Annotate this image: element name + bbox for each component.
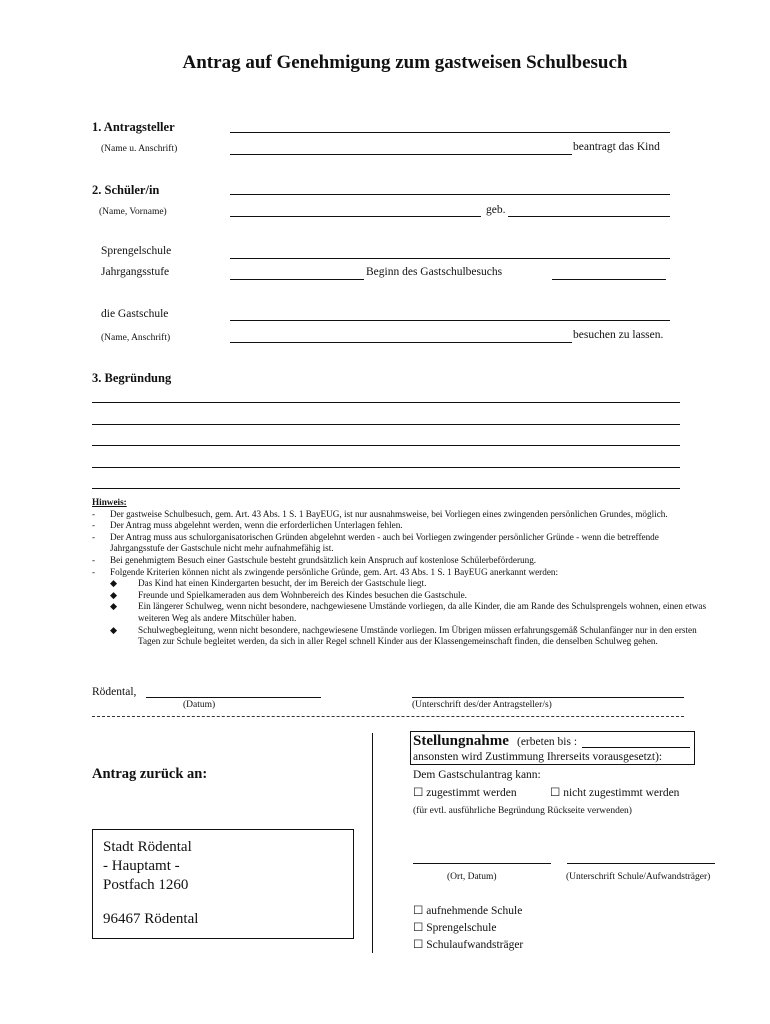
diamond-bullet-icon: ◆	[110, 601, 118, 612]
criteria-item: ◆ Freunde und Spielkameraden aus dem Wohnbereich des Kindes besuchen die Gastschule.	[110, 589, 467, 600]
address-line: 96467 Rödental	[103, 911, 199, 927]
birthdate-line[interactable]	[508, 216, 670, 217]
deadline-line[interactable]	[582, 747, 690, 748]
role-option[interactable]: ☐ Sprengelschule	[413, 922, 497, 934]
address-line: Stadt Rödental	[103, 839, 192, 855]
section-3-heading: 3. Begründung	[92, 371, 172, 385]
applicant-line-2[interactable]	[230, 154, 572, 155]
diamond-bullet-icon: ◆	[110, 624, 118, 635]
jahrgang-label: Jahrgangsstufe	[101, 266, 170, 278]
hint-item: - Der gastweise Schulbesuch, gem. Art. 43 Abs. 1 S. 1 BayEUG, ist nur ausnahmsweise, bei Vorliegen eines zwingenden persönlichen Grundes, möglich.	[92, 508, 668, 519]
option-approve[interactable]: ☐ zugestimmt werden	[413, 787, 517, 799]
student-name-line[interactable]	[230, 216, 481, 217]
section-2-heading: 2. Schüler/in	[92, 183, 160, 197]
reason-line[interactable]	[92, 402, 680, 403]
checkbox-icon[interactable]: ☐	[413, 905, 424, 917]
address-line: Postfach 1260	[103, 877, 189, 893]
gast-label: die Gastschule	[101, 308, 169, 320]
stellungnahme-deadline-label: (erbeten bis :	[517, 736, 578, 748]
reason-line[interactable]	[92, 424, 680, 425]
section-1-subtitle: (Name u. Anschrift)	[101, 144, 178, 154]
option-reject[interactable]: ☐ nicht zugestimmt werden	[550, 787, 680, 799]
hint-block	[92, 497, 712, 648]
hint-item: - Der Antrag muss abgelehnt werden, wenn die erforderlichen Unterlagen fehlen.	[92, 520, 403, 531]
address-line	[103, 895, 353, 910]
student-line-1[interactable]	[230, 194, 670, 195]
beginn-label: Beginn des Gastschulbesuchs	[366, 266, 503, 278]
stellungnahme-title: Stellungnahme	[413, 733, 509, 749]
gast-line-1[interactable]	[230, 320, 670, 321]
applicant-line-1[interactable]	[230, 132, 670, 133]
stellungnahme-note: ansonsten wird Zustimmung Ihrerseits vorausgesetzt):	[413, 751, 663, 763]
hint-item: - Bei genehmigtem Besuch einer Gastschule besteht grundsätzlich kein Anspruch auf kostenlose Schülerbeförderung.	[92, 554, 537, 565]
role-option[interactable]: ☐ aufnehmende Schule	[413, 905, 523, 917]
ort-datum-line[interactable]	[413, 863, 551, 864]
criteria-item: ◆ Das Kind hat einen Kindergarten besucht, der im Bereich der Gastschule liegt.	[110, 578, 427, 589]
beginn-line[interactable]	[552, 279, 666, 280]
ort-datum-caption: (Ort, Datum)	[447, 872, 497, 882]
address-box	[92, 829, 354, 939]
gast-subtitle: (Name, Anschrift)	[101, 333, 171, 343]
reason-line[interactable]	[92, 488, 680, 489]
criteria-item: ◆ Ein längerer Schulweg, wenn nicht besondere, nachgewiesene Umstände vorliegen, da alle Kinder, die am Rande des Schulsprengels wohnen, einen etwas weiteren Weg als andere Mitschüler haben.	[110, 601, 707, 623]
cut-line	[92, 716, 684, 717]
checkbox-icon[interactable]: ☐	[413, 939, 424, 951]
sprengel-label: Sprengelschule	[101, 245, 172, 257]
reason-line[interactable]	[92, 467, 680, 468]
school-signature-line[interactable]	[567, 863, 715, 864]
address-line: - Hauptamt -	[103, 858, 180, 874]
checkbox-icon[interactable]: ☐	[413, 787, 424, 799]
place-label: Rödental,	[92, 686, 137, 698]
hint-title: Hinweis:	[92, 497, 127, 507]
signature-caption: (Unterschrift des/der Antragsteller/s)	[412, 700, 552, 710]
criteria-item: ◆ Schulwegbegleitung, wenn nicht besondere, nachgewiesene Umstände vorliegen. Im Übrigen müssen erfahrungsgemäß Schulanfänger nur in den ersten Tagen zur Schule begleitet werden, da sich in aller Regel schnell Kinder aus der Klassengemeinschaft finden, die denselben Schulweg gehen.	[110, 624, 697, 647]
checkbox-icon[interactable]: ☐	[550, 787, 561, 799]
jahrgang-line[interactable]	[230, 279, 364, 280]
reverse-side-note: (für evtl. ausführliche Begründung Rückseite verwenden)	[413, 806, 632, 816]
section-1-heading: 1. Antragsteller	[92, 120, 175, 134]
hint-item: - Folgende Kriterien können nicht als zwingende persönliche Gründe, gem. Art. 43 Abs. 1 S. 1 BayEUG anerkannt werden:	[92, 566, 559, 577]
date-caption: (Datum)	[183, 700, 216, 710]
return-label: Antrag zurück an:	[92, 766, 208, 782]
role-option[interactable]: ☐ Schulaufwandsträger	[413, 939, 524, 951]
stellungnahme-intro: Dem Gastschulantrag kann:	[413, 769, 541, 781]
hint-item: - Der Antrag muss aus schulorganisatorischen Gründen abgelehnt werden - auch bei Vorliegen zwingender persönlicher Gründe - wenn die betreffende Jahrgangsstufe der Gastschule nicht mehr aufnahmefähig ist.	[92, 531, 659, 554]
applicant-signature-line[interactable]	[412, 697, 684, 698]
section-2-subtitle: (Name, Vorname)	[99, 207, 167, 217]
gast-suffix: besuchen zu lassen.	[573, 329, 664, 341]
date-line[interactable]	[146, 697, 321, 698]
page-title: Antrag auf Genehmigung zum gastweisen Schulbesuch	[182, 52, 628, 73]
checkbox-icon[interactable]: ☐	[413, 922, 424, 934]
sprengel-line[interactable]	[230, 258, 670, 259]
reason-line[interactable]	[92, 445, 680, 446]
gast-line-2[interactable]	[230, 342, 572, 343]
column-divider	[372, 733, 373, 953]
geb-label: geb.	[486, 204, 506, 216]
school-signature-caption: (Unterschrift Schule/Aufwandsträger)	[566, 872, 711, 882]
applicant-suffix: beantragt das Kind	[573, 141, 660, 153]
diamond-bullet-icon: ◆	[110, 578, 118, 589]
diamond-bullet-icon: ◆	[110, 589, 118, 600]
